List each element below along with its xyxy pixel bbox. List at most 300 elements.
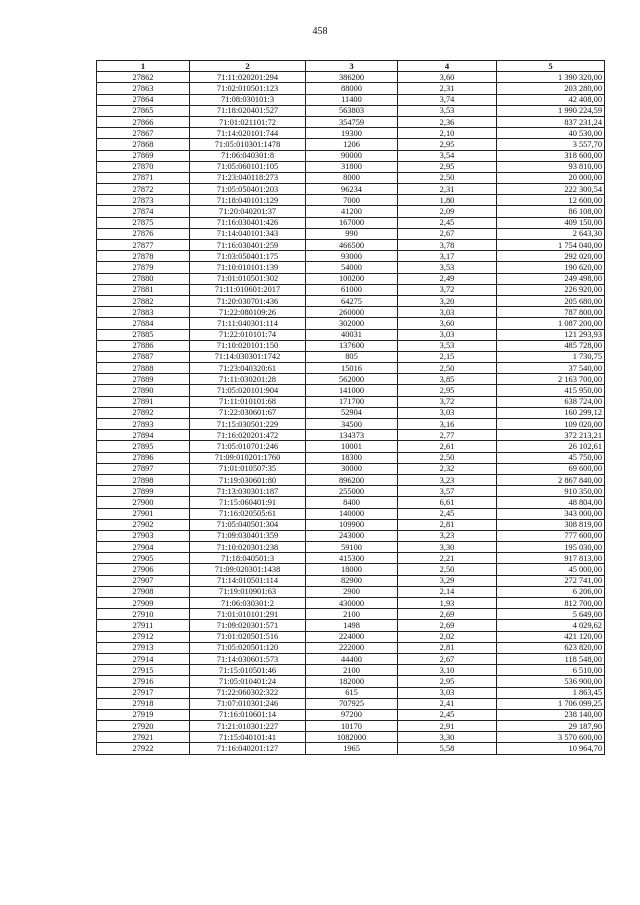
table-row	[97, 721, 605, 732]
cadastral-number-cell: 71:11:030201:28	[190, 374, 306, 385]
cadastral-number-cell: 71:13:030301:187	[190, 486, 306, 497]
row-number-cell: 27888	[97, 363, 190, 374]
area-cell: 8000	[306, 172, 398, 183]
rate-cell: 2,50	[398, 564, 497, 575]
area-cell: 31800	[306, 161, 398, 172]
rate-cell: 2,45	[398, 709, 497, 720]
area-cell: 2100	[306, 665, 398, 676]
area-cell: 1498	[306, 620, 398, 631]
value-cell: 205 680,00	[497, 295, 605, 306]
table-row	[97, 240, 605, 251]
table-row	[97, 530, 605, 541]
row-number-cell: 27916	[97, 676, 190, 687]
cadastral-number-cell: 71:21:010301:227	[190, 721, 306, 732]
value-cell: 5 649,00	[497, 609, 605, 620]
row-number-cell: 27913	[97, 642, 190, 653]
value-cell: 777 600,00	[497, 530, 605, 541]
row-number-cell: 27864	[97, 94, 190, 105]
row-number-cell: 27919	[97, 709, 190, 720]
rate-cell: 3,10	[398, 665, 497, 676]
cadastral-number-cell: 71:22:030601:67	[190, 407, 306, 418]
rate-cell: 3,74	[398, 94, 497, 105]
rate-cell: 3,29	[398, 575, 497, 586]
value-cell: 6 206,00	[497, 586, 605, 597]
row-number-cell: 27891	[97, 396, 190, 407]
cadastral-number-cell: 71:05:010701:246	[190, 441, 306, 452]
table-row	[97, 273, 605, 284]
table-row	[97, 251, 605, 262]
cadastral-number-cell: 71:15:030501:229	[190, 419, 306, 430]
value-cell: 1 730,75	[497, 351, 605, 362]
cadastral-number-cell: 71:20:030701:436	[190, 295, 306, 306]
row-number-cell: 27902	[97, 519, 190, 530]
area-cell: 11400	[306, 94, 398, 105]
column-header-2: 2	[190, 61, 306, 72]
area-cell: 40031	[306, 329, 398, 340]
rate-cell: 3,72	[398, 284, 497, 295]
row-number-cell: 27875	[97, 217, 190, 228]
area-cell: 93000	[306, 251, 398, 262]
table-row	[97, 732, 605, 743]
area-cell: 222000	[306, 642, 398, 653]
rate-cell: 3,23	[398, 530, 497, 541]
area-cell: 52904	[306, 407, 398, 418]
value-cell: 48 804,00	[497, 497, 605, 508]
row-number-cell: 27895	[97, 441, 190, 452]
cadastral-number-cell: 71:09:020301:571	[190, 620, 306, 631]
table-row	[97, 94, 605, 105]
rate-cell: 2,50	[398, 363, 497, 374]
table-row	[97, 452, 605, 463]
value-cell: 536 900,00	[497, 676, 605, 687]
cadastral-number-cell: 71:01:010101:291	[190, 609, 306, 620]
area-cell: 615	[306, 687, 398, 698]
value-cell: 917 813,00	[497, 553, 605, 564]
area-cell: 302000	[306, 318, 398, 329]
rate-cell: 2,32	[398, 463, 497, 474]
area-cell: 2900	[306, 586, 398, 597]
row-number-cell: 27884	[97, 318, 190, 329]
table-row	[97, 83, 605, 94]
cadastral-number-cell: 71:16:030401:259	[190, 240, 306, 251]
table-row	[97, 351, 605, 362]
value-cell: 318 600,00	[497, 150, 605, 161]
table-row	[97, 441, 605, 452]
area-cell: 563803	[306, 105, 398, 116]
row-number-cell: 27920	[97, 721, 190, 732]
row-number-cell: 27914	[97, 653, 190, 664]
rate-cell: 5,58	[398, 743, 497, 754]
table-header-row	[97, 61, 605, 72]
value-cell: 203 280,00	[497, 83, 605, 94]
row-number-cell: 27917	[97, 687, 190, 698]
area-cell: 134373	[306, 430, 398, 441]
table-row	[97, 474, 605, 485]
rate-cell: 2,50	[398, 452, 497, 463]
table-row	[97, 631, 605, 642]
rate-cell: 3,72	[398, 396, 497, 407]
row-number-cell: 27869	[97, 150, 190, 161]
value-cell: 249 498,00	[497, 273, 605, 284]
cadastral-number-cell: 71:18:020401:527	[190, 105, 306, 116]
area-cell: 10170	[306, 721, 398, 732]
cadastral-number-cell: 71:06:040301:8	[190, 150, 306, 161]
row-number-cell: 27890	[97, 385, 190, 396]
table-row	[97, 542, 605, 553]
table-row	[97, 508, 605, 519]
row-number-cell: 27894	[97, 430, 190, 441]
row-number-cell: 27863	[97, 83, 190, 94]
rate-cell: 1,80	[398, 195, 497, 206]
cadastral-number-cell: 71:05:010301:1478	[190, 139, 306, 150]
cadastral-number-cell: 71:16:040201:127	[190, 743, 306, 754]
row-number-cell: 27883	[97, 307, 190, 318]
area-cell: 44400	[306, 653, 398, 664]
table-row	[97, 497, 605, 508]
cadastral-number-cell: 71:05:020101:904	[190, 385, 306, 396]
table-row	[97, 116, 605, 127]
value-cell: 1 863,45	[497, 687, 605, 698]
row-number-cell: 27866	[97, 116, 190, 127]
row-number-cell: 27878	[97, 251, 190, 262]
area-cell: 18300	[306, 452, 398, 463]
area-cell: 466500	[306, 240, 398, 251]
area-cell: 97200	[306, 709, 398, 720]
row-number-cell: 27887	[97, 351, 190, 362]
cadastral-number-cell: 71:09:030401:359	[190, 530, 306, 541]
value-cell: 3 570 600,00	[497, 732, 605, 743]
value-cell: 638 724,00	[497, 396, 605, 407]
rate-cell: 2,95	[398, 385, 497, 396]
table-row	[97, 139, 605, 150]
area-cell: 354759	[306, 116, 398, 127]
rate-cell: 2,31	[398, 184, 497, 195]
value-cell: 1 990 224,59	[497, 105, 605, 116]
rate-cell: 2,41	[398, 698, 497, 709]
row-number-cell: 27865	[97, 105, 190, 116]
row-number-cell: 27915	[97, 665, 190, 676]
cadastral-number-cell: 71:05:050401:203	[190, 184, 306, 195]
area-cell: 18000	[306, 564, 398, 575]
rate-cell: 3,60	[398, 72, 497, 83]
rate-cell: 2,50	[398, 172, 497, 183]
table-row	[97, 284, 605, 295]
cadastral-number-cell: 71:15:010501:46	[190, 665, 306, 676]
area-cell: 896200	[306, 474, 398, 485]
rate-cell: 3,53	[398, 105, 497, 116]
value-cell: 45 000,00	[497, 564, 605, 575]
cadastral-number-cell: 71:15:040101:41	[190, 732, 306, 743]
value-cell: 45 750,00	[497, 452, 605, 463]
row-number-cell: 27862	[97, 72, 190, 83]
table-row	[97, 463, 605, 474]
table-row	[97, 206, 605, 217]
value-cell: 308 819,00	[497, 519, 605, 530]
value-cell: 40 530,00	[497, 128, 605, 139]
rate-cell: 3,20	[398, 295, 497, 306]
value-cell: 421 120,00	[497, 631, 605, 642]
table-row	[97, 161, 605, 172]
value-cell: 37 540,00	[497, 363, 605, 374]
area-cell: 30000	[306, 463, 398, 474]
value-cell: 837 231,24	[497, 116, 605, 127]
cadastral-number-cell: 71:23:040118:273	[190, 172, 306, 183]
area-cell: 41200	[306, 206, 398, 217]
rate-cell: 2,67	[398, 653, 497, 664]
cadastral-number-cell: 71:16:020505:61	[190, 508, 306, 519]
value-cell: 812 700,00	[497, 598, 605, 609]
rate-cell: 2,45	[398, 508, 497, 519]
rate-cell: 3,57	[398, 486, 497, 497]
table-row	[97, 620, 605, 631]
row-number-cell: 27922	[97, 743, 190, 754]
value-cell: 69 600,00	[497, 463, 605, 474]
table-row	[97, 318, 605, 329]
area-cell: 182000	[306, 676, 398, 687]
table-row	[97, 430, 605, 441]
area-cell: 707925	[306, 698, 398, 709]
rate-cell: 3,23	[398, 474, 497, 485]
rate-cell: 3,03	[398, 307, 497, 318]
value-cell: 2 867 840,00	[497, 474, 605, 485]
row-number-cell: 27899	[97, 486, 190, 497]
area-cell: 109900	[306, 519, 398, 530]
value-cell: 10 964,70	[497, 743, 605, 754]
table-row	[97, 609, 605, 620]
rate-cell: 2,09	[398, 206, 497, 217]
value-cell: 910 350,00	[497, 486, 605, 497]
row-number-cell: 27907	[97, 575, 190, 586]
value-cell: 292 020,00	[497, 251, 605, 262]
rate-cell: 2,02	[398, 631, 497, 642]
rate-cell: 3,53	[398, 262, 497, 273]
table-row	[97, 676, 605, 687]
row-number-cell: 27896	[97, 452, 190, 463]
cadastral-number-cell: 71:20:040201:37	[190, 206, 306, 217]
row-number-cell: 27903	[97, 530, 190, 541]
cadastral-number-cell: 71:11:020201:294	[190, 72, 306, 83]
rate-cell: 2,14	[398, 586, 497, 597]
rate-cell: 2,81	[398, 642, 497, 653]
table-row	[97, 586, 605, 597]
area-cell: 415300	[306, 553, 398, 564]
area-cell: 141000	[306, 385, 398, 396]
page-number: 458	[312, 26, 328, 37]
cadastral-number-cell: 71:16:030401:426	[190, 217, 306, 228]
rate-cell: 2,31	[398, 83, 497, 94]
area-cell: 96234	[306, 184, 398, 195]
rate-cell: 3,16	[398, 419, 497, 430]
value-cell: 93 810,00	[497, 161, 605, 172]
rate-cell: 3,03	[398, 407, 497, 418]
table-row	[97, 642, 605, 653]
row-number-cell: 27880	[97, 273, 190, 284]
row-number-cell: 27900	[97, 497, 190, 508]
value-cell: 4 029,62	[497, 620, 605, 631]
column-header-1: 1	[97, 61, 190, 72]
row-number-cell: 27893	[97, 419, 190, 430]
value-cell: 6 510,00	[497, 665, 605, 676]
row-number-cell: 27881	[97, 284, 190, 295]
value-cell: 1 087 200,00	[497, 318, 605, 329]
table-row	[97, 262, 605, 273]
cadastral-number-cell: 71:01:021101:72	[190, 116, 306, 127]
value-cell: 3 557,70	[497, 139, 605, 150]
cadastral-number-cell: 71:16:010601:14	[190, 709, 306, 720]
row-number-cell: 27868	[97, 139, 190, 150]
row-number-cell: 27910	[97, 609, 190, 620]
value-cell: 109 020,00	[497, 419, 605, 430]
rate-cell: 3,54	[398, 150, 497, 161]
table-row	[97, 519, 605, 530]
area-cell: 562000	[306, 374, 398, 385]
value-cell: 222 300,54	[497, 184, 605, 195]
cadastral-number-cell: 71:14:030601:573	[190, 653, 306, 664]
row-number-cell: 27867	[97, 128, 190, 139]
cadastral-number-cell: 71:11:010101:68	[190, 396, 306, 407]
area-cell: 137600	[306, 340, 398, 351]
table-row	[97, 486, 605, 497]
value-cell: 343 000,00	[497, 508, 605, 519]
row-number-cell: 27876	[97, 228, 190, 239]
rate-cell: 3,17	[398, 251, 497, 262]
row-number-cell: 27885	[97, 329, 190, 340]
cadastral-number-cell: 71:23:040320:61	[190, 363, 306, 374]
area-cell: 90000	[306, 150, 398, 161]
row-number-cell: 27897	[97, 463, 190, 474]
cadastral-number-cell: 71:05:040501:304	[190, 519, 306, 530]
cadastral-number-cell: 71:19:010901:63	[190, 586, 306, 597]
table-row	[97, 72, 605, 83]
cadastral-number-cell: 71:11:040301:114	[190, 318, 306, 329]
rate-cell: 3,60	[398, 318, 497, 329]
area-cell: 8400	[306, 497, 398, 508]
table-row	[97, 172, 605, 183]
area-cell: 990	[306, 228, 398, 239]
table-row	[97, 228, 605, 239]
row-number-cell: 27901	[97, 508, 190, 519]
row-number-cell: 27886	[97, 340, 190, 351]
row-number-cell: 27870	[97, 161, 190, 172]
table-row	[97, 598, 605, 609]
table-row	[97, 553, 605, 564]
area-cell: 34500	[306, 419, 398, 430]
area-cell: 19300	[306, 128, 398, 139]
cadastral-number-cell: 71:18:040501:3	[190, 553, 306, 564]
rate-cell: 2,15	[398, 351, 497, 362]
value-cell: 2 163 700,00	[497, 374, 605, 385]
value-cell: 1 390 320,00	[497, 72, 605, 83]
value-cell: 623 820,00	[497, 642, 605, 653]
table-row	[97, 374, 605, 385]
area-cell: 430000	[306, 598, 398, 609]
table-row	[97, 575, 605, 586]
table-row	[97, 687, 605, 698]
value-cell: 238 140,00	[497, 709, 605, 720]
rate-cell: 3,03	[398, 687, 497, 698]
value-cell: 20 000,00	[497, 172, 605, 183]
table-row	[97, 743, 605, 754]
area-cell: 10001	[306, 441, 398, 452]
cadastral-number-cell: 71:08:030101:3	[190, 94, 306, 105]
value-cell: 415 950,00	[497, 385, 605, 396]
area-cell: 88000	[306, 83, 398, 94]
cadastral-number-cell: 71:10:010101:139	[190, 262, 306, 273]
table-row	[97, 709, 605, 720]
value-cell: 372 213,21	[497, 430, 605, 441]
row-number-cell: 27874	[97, 206, 190, 217]
row-number-cell: 27892	[97, 407, 190, 418]
registry-table	[96, 60, 605, 755]
column-header-4: 4	[398, 61, 497, 72]
cadastral-number-cell: 71:06:030301:2	[190, 598, 306, 609]
value-cell: 787 800,00	[497, 307, 605, 318]
row-number-cell: 27873	[97, 195, 190, 206]
column-header-5: 5	[497, 61, 605, 72]
row-number-cell: 27904	[97, 542, 190, 553]
row-number-cell: 27911	[97, 620, 190, 631]
cadastral-number-cell: 71:22:080109:26	[190, 307, 306, 318]
table-row	[97, 340, 605, 351]
value-cell: 118 548,00	[497, 653, 605, 664]
value-cell: 121 293,93	[497, 329, 605, 340]
cadastral-number-cell: 71:14:030301:1742	[190, 351, 306, 362]
row-number-cell: 27879	[97, 262, 190, 273]
rate-cell: 2,95	[398, 139, 497, 150]
cadastral-number-cell: 71:15:060401:91	[190, 497, 306, 508]
row-number-cell: 27918	[97, 698, 190, 709]
rate-cell: 1,93	[398, 598, 497, 609]
value-cell: 86 108,00	[497, 206, 605, 217]
value-cell: 26 102,61	[497, 441, 605, 452]
cadastral-number-cell: 71:03:050401:175	[190, 251, 306, 262]
cadastral-number-cell: 71:16:020201:472	[190, 430, 306, 441]
area-cell: 260000	[306, 307, 398, 318]
rate-cell: 2,91	[398, 721, 497, 732]
table-row	[97, 363, 605, 374]
rate-cell: 3,30	[398, 732, 497, 743]
rate-cell: 3,53	[398, 340, 497, 351]
value-cell: 1 754 040,00	[497, 240, 605, 251]
area-cell: 100200	[306, 273, 398, 284]
rate-cell: 2,77	[398, 430, 497, 441]
value-cell: 272 741,00	[497, 575, 605, 586]
area-cell: 64275	[306, 295, 398, 306]
table-row	[97, 385, 605, 396]
rate-cell: 2,61	[398, 441, 497, 452]
area-cell: 243000	[306, 530, 398, 541]
area-cell: 61000	[306, 284, 398, 295]
cadastral-number-cell: 71:02:010501:123	[190, 83, 306, 94]
value-cell: 12 600,00	[497, 195, 605, 206]
row-number-cell: 27882	[97, 295, 190, 306]
rate-cell: 2,95	[398, 676, 497, 687]
table-row	[97, 105, 605, 116]
table-row	[97, 295, 605, 306]
area-cell: 1965	[306, 743, 398, 754]
value-cell: 160 299,12	[497, 407, 605, 418]
table-row	[97, 653, 605, 664]
row-number-cell: 27877	[97, 240, 190, 251]
cadastral-number-cell: 71:14:040101:343	[190, 228, 306, 239]
cadastral-number-cell: 71:19:030601:80	[190, 474, 306, 485]
table-row	[97, 307, 605, 318]
row-number-cell: 27898	[97, 474, 190, 485]
rate-cell: 3,85	[398, 374, 497, 385]
row-number-cell: 27905	[97, 553, 190, 564]
area-cell: 82900	[306, 575, 398, 586]
table-row	[97, 184, 605, 195]
